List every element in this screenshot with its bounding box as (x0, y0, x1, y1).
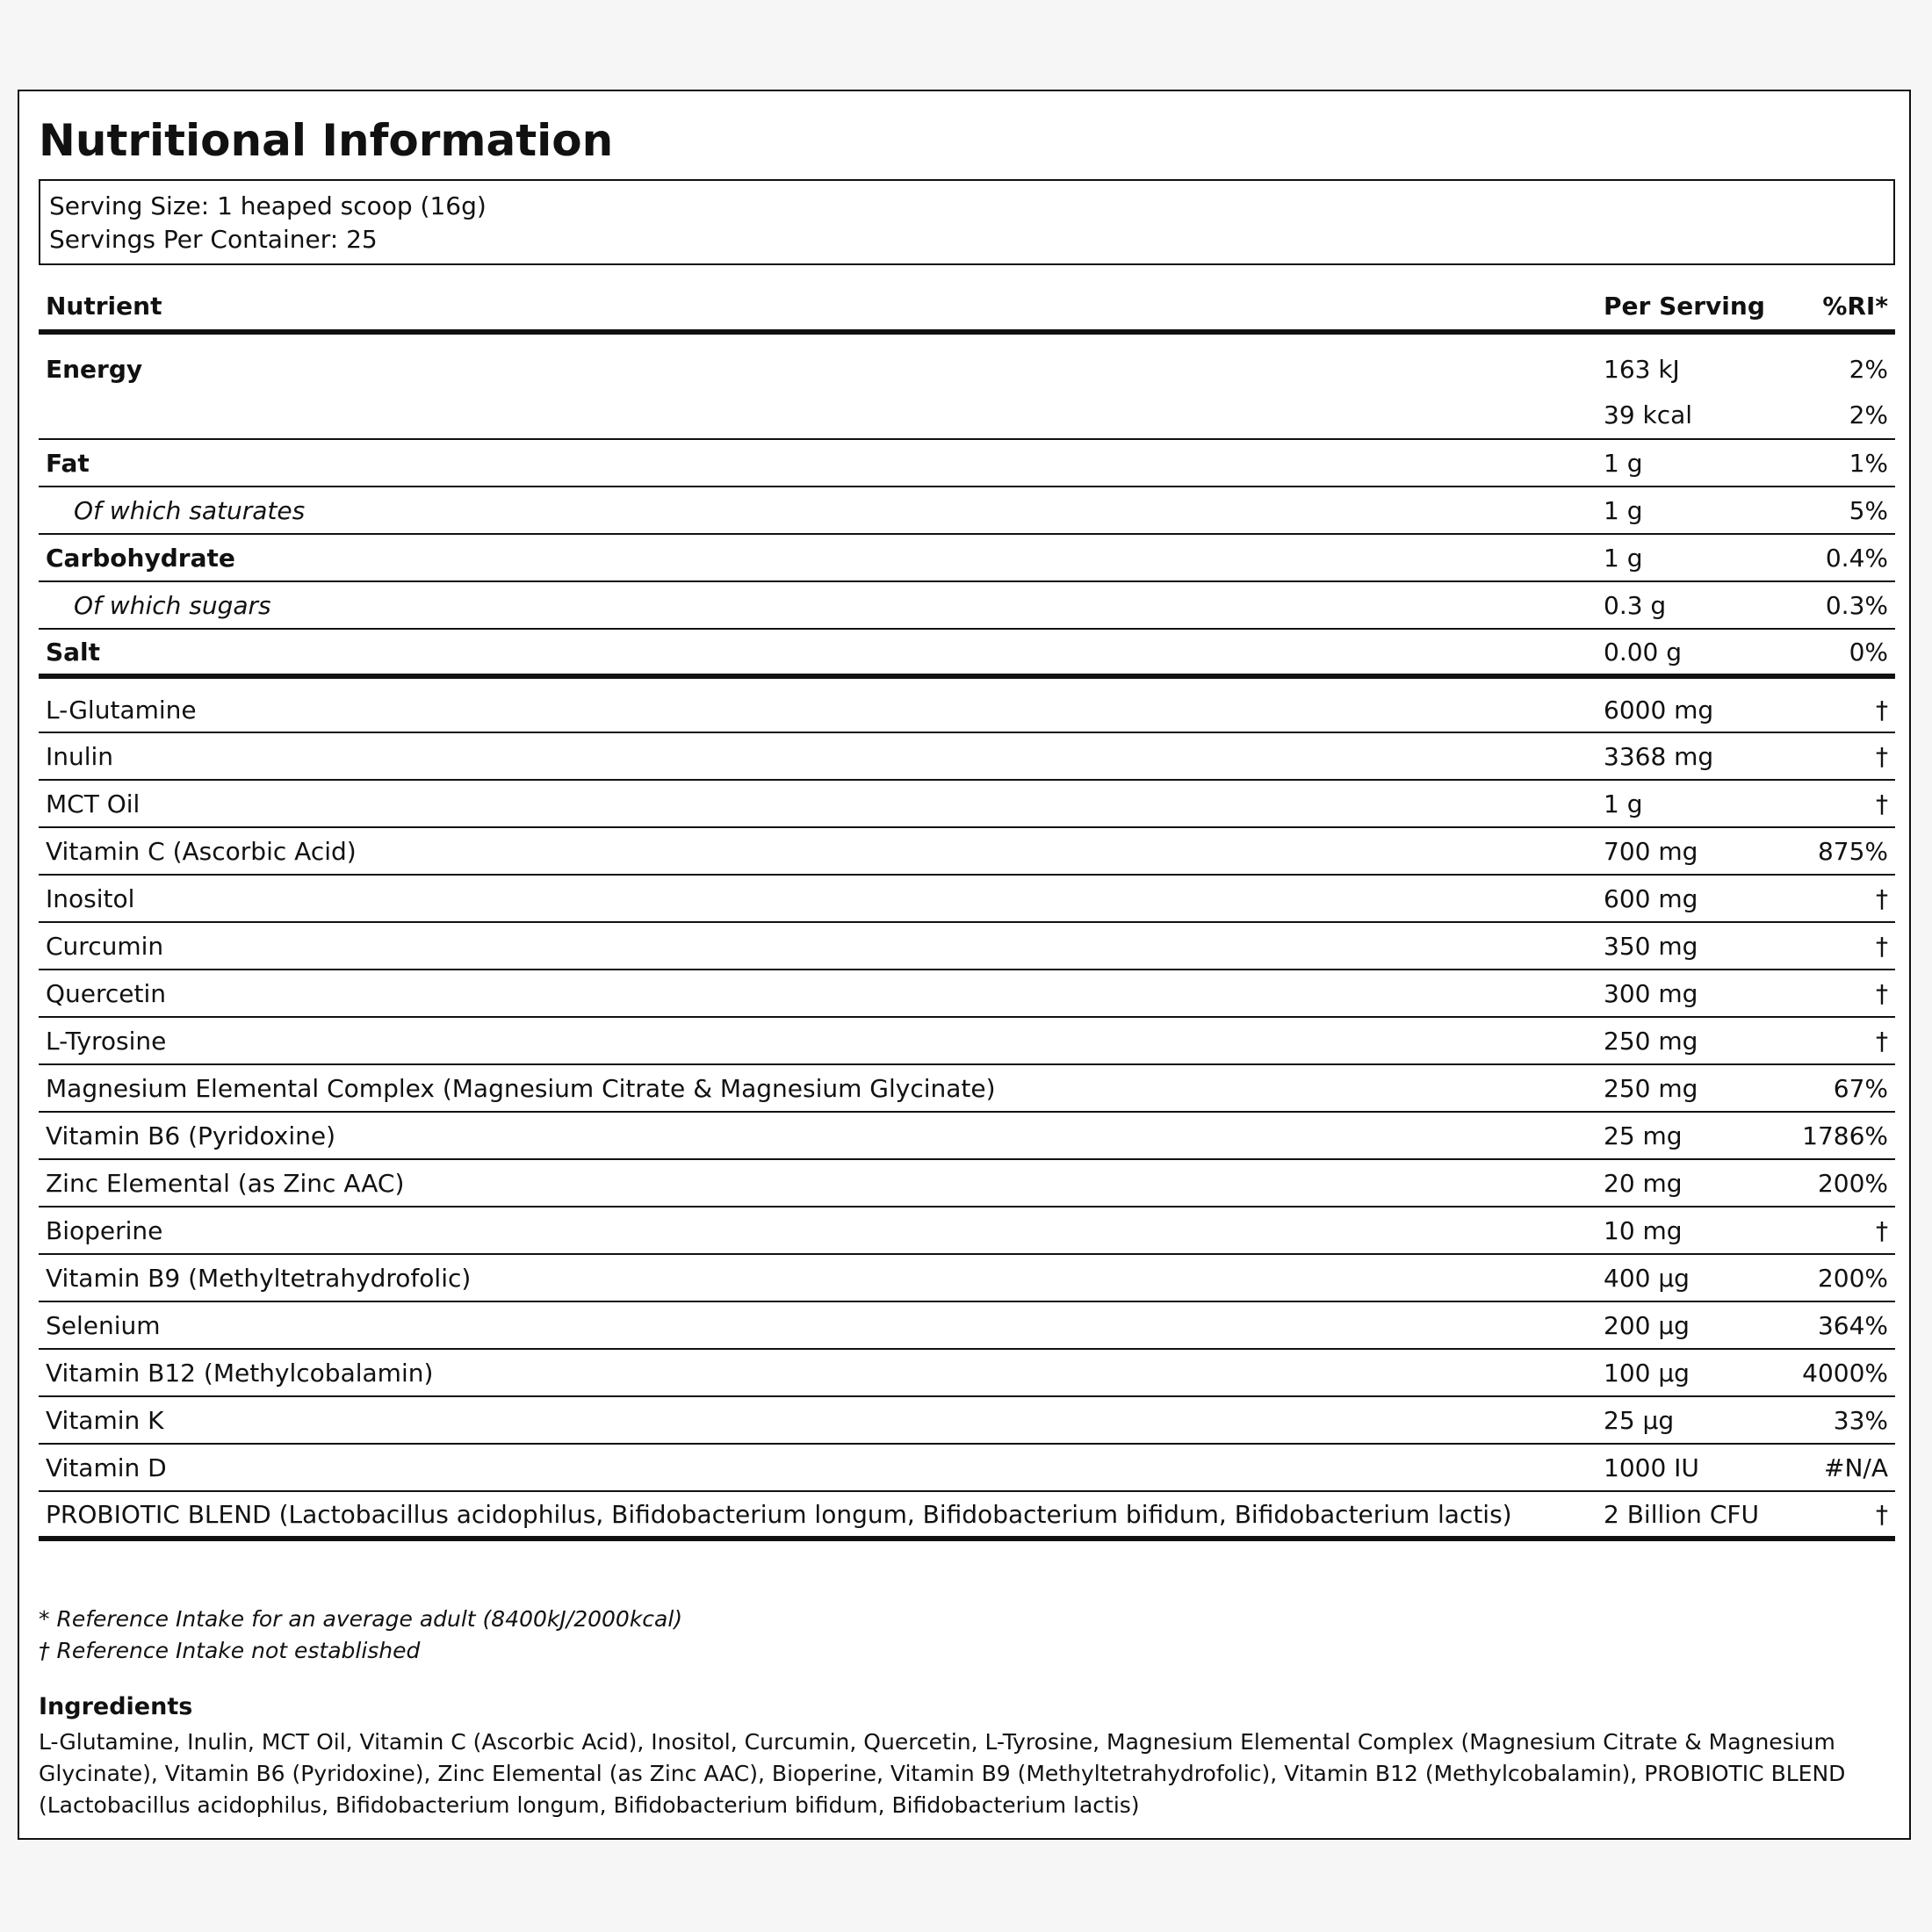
nutrient-amount: 25 mg (1597, 1112, 1772, 1159)
nutrient-amount: 3368 mg (1597, 732, 1772, 780)
table-row (39, 332, 1895, 392)
table-row (39, 970, 1895, 1017)
nutrient-amount: 0.3 g (1597, 581, 1772, 629)
nutrient-ri: 67% (1772, 1064, 1895, 1112)
nutrient-ri: † (1772, 780, 1895, 827)
column-header-nutrient: Nutrient (39, 283, 1597, 332)
nutrient-ri: 364% (1772, 1301, 1895, 1349)
nutrient-amount: 25 µg (1597, 1396, 1772, 1444)
nutrient-name: MCT Oil (39, 780, 1597, 827)
footnote-ri-reference: * Reference Intake for an average adult (8400kJ/2000kcal) (39, 1606, 683, 1632)
nutrient-ri: 875% (1772, 827, 1895, 875)
table-row (39, 676, 1895, 732)
nutrient-name: Vitamin B9 (Methyltetrahydrofolic) (39, 1254, 1597, 1301)
nutrient-amount: 1 g (1597, 487, 1772, 534)
nutrient-ri: 2% (1772, 392, 1895, 439)
nutrient-name: Salt (39, 629, 1597, 676)
table-row (39, 534, 1895, 581)
table-row (39, 439, 1895, 487)
nutrient-name: Curcumin (39, 922, 1597, 970)
column-header-per-serving: Per Serving (1597, 283, 1772, 332)
table-row (39, 1159, 1895, 1207)
ingredients-heading: Ingredients (39, 1693, 193, 1720)
table-row (39, 875, 1895, 922)
nutrient-name: Selenium (39, 1301, 1597, 1349)
nutrient-amount: 700 mg (1597, 827, 1772, 875)
nutrient-ri: † (1772, 732, 1895, 780)
nutrient-ri: 1786% (1772, 1112, 1895, 1159)
nutrient-amount: 1 g (1597, 534, 1772, 581)
table-row (39, 827, 1895, 875)
nutrient-name: Bioperine (39, 1207, 1597, 1254)
nutrient-amount: 250 mg (1597, 1017, 1772, 1064)
nutrient-name: Carbohydrate (39, 534, 1597, 581)
nutrient-name: Vitamin B6 (Pyridoxine) (39, 1112, 1597, 1159)
nutrient-ri: † (1772, 1491, 1895, 1539)
nutrient-ri: † (1772, 1207, 1895, 1254)
nutrient-name: Vitamin C (Ascorbic Acid) (39, 827, 1597, 875)
nutrition-table (39, 283, 1895, 1541)
table-row (39, 581, 1895, 629)
nutrient-name: Of which saturates (39, 487, 1597, 534)
nutrient-amount: 100 µg (1597, 1349, 1772, 1396)
nutrition-panel (18, 90, 1911, 1840)
nutrient-name: Vitamin D (39, 1444, 1597, 1491)
nutrient-ri: 4000% (1772, 1349, 1895, 1396)
table-row (39, 487, 1895, 534)
nutrient-amount: 1 g (1597, 780, 1772, 827)
nutrient-name: Quercetin (39, 970, 1597, 1017)
nutrient-ri: 0% (1772, 629, 1895, 676)
serving-info-box (39, 179, 1895, 265)
nutrient-ri: 1% (1772, 439, 1895, 487)
ingredients-text: L-Glutamine, Inulin, MCT Oil, Vitamin C (Ascorbic Acid), Inositol, Curcumin, Quercetin, L-Tyrosine, Magnesium Elemental Complex (Magnesium Citrate & Magnesium Glycinate), Vitamin B6 (Pyridoxine), Zinc Elemental (as Zinc AAC), Bioperine, Vitamin B9 (Methyltetrahydrofolic), Vitamin B12 (Methylcobalamin), PROBIOTIC BLEND (Lactobacillus acidophilus, Bifidobacterium longum, Bifidobacterium bifidum, Bifidobacterium lactis) (39, 1729, 1846, 1818)
servings-per-container: Servings Per Container: 25 (49, 225, 378, 254)
nutrient-ri: † (1772, 875, 1895, 922)
table-row (39, 1491, 1895, 1539)
table-row (39, 1254, 1895, 1301)
table-row (39, 629, 1895, 676)
table-row (39, 1396, 1895, 1444)
table-row (39, 1112, 1895, 1159)
table-row (39, 922, 1895, 970)
nutrient-name: Vitamin K (39, 1396, 1597, 1444)
table-row (39, 392, 1895, 439)
serving-size: Serving Size: 1 heaped scoop (16g) (49, 191, 487, 220)
nutrient-amount: 20 mg (1597, 1159, 1772, 1207)
nutrient-name: Magnesium Elemental Complex (Magnesium Citrate & Magnesium Glycinate) (39, 1064, 1597, 1112)
table-row (39, 1444, 1895, 1491)
nutrient-amount: 1 g (1597, 439, 1772, 487)
table-row (39, 732, 1895, 780)
nutrient-ri: 5% (1772, 487, 1895, 534)
nutrient-amount: 163 kJ (1604, 355, 1680, 384)
footnote-ri-not-established: † Reference Intake not established (39, 1638, 421, 1663)
nutrient-ri: † (1772, 970, 1895, 1017)
nutrient-amount: 300 mg (1597, 970, 1772, 1017)
nutrient-ri: 33% (1772, 1396, 1895, 1444)
nutrient-amount: 400 µg (1597, 1254, 1772, 1301)
column-header-ri: %RI* (1772, 283, 1895, 332)
nutrient-amount: 6000 mg (1597, 676, 1772, 732)
nutrient-amount: 10 mg (1597, 1207, 1772, 1254)
nutrient-amount: 39 kcal (1597, 392, 1772, 439)
nutrient-amount: 0.00 g (1597, 629, 1772, 676)
nutrient-ri: 200% (1772, 1159, 1895, 1207)
nutrient-ri: 200% (1772, 1254, 1895, 1301)
table-header-row (39, 283, 1895, 332)
nutrient-name: Inositol (39, 875, 1597, 922)
nutrient-name (39, 392, 1597, 439)
nutrient-ri: 2% (1849, 355, 1888, 384)
nutrient-amount: 2 Billion CFU (1597, 1491, 1772, 1539)
nutrient-ri: † (1772, 922, 1895, 970)
table-row (39, 1017, 1895, 1064)
nutrient-amount: 1000 IU (1597, 1444, 1772, 1491)
nutrient-ri: 0.3% (1772, 581, 1895, 629)
table-row (39, 1301, 1895, 1349)
page-title: Nutritional Information (39, 115, 614, 166)
nutrient-amount: 350 mg (1597, 922, 1772, 970)
nutrient-ri: † (1772, 676, 1895, 732)
nutrient-name: Zinc Elemental (as Zinc AAC) (39, 1159, 1597, 1207)
nutrient-amount: 200 µg (1597, 1301, 1772, 1349)
table-row (39, 1207, 1895, 1254)
nutrient-name: Fat (39, 439, 1597, 487)
nutrient-amount: 600 mg (1597, 875, 1772, 922)
footnotes (39, 1604, 682, 1667)
nutrient-name: L-Tyrosine (39, 1017, 1597, 1064)
nutrient-name: Of which sugars (39, 581, 1597, 629)
table-row (39, 780, 1895, 827)
nutrient-name: Inulin (39, 732, 1597, 780)
table-row (39, 1349, 1895, 1396)
nutrient-name: Energy (46, 355, 143, 384)
nutrient-ri: #N/A (1772, 1444, 1895, 1491)
nutrient-name: L-Glutamine (39, 676, 1597, 732)
nutrient-ri: 0.4% (1772, 534, 1895, 581)
table-row (39, 1064, 1895, 1112)
nutrient-name: PROBIOTIC BLEND (Lactobacillus acidophilus, Bifidobacterium longum, Bifidobacterium bifidum, Bifidobacterium lactis) (39, 1491, 1597, 1539)
nutrient-amount: 250 mg (1597, 1064, 1772, 1112)
nutrient-name: Vitamin B12 (Methylcobalamin) (39, 1349, 1597, 1396)
nutrient-ri: † (1772, 1017, 1895, 1064)
